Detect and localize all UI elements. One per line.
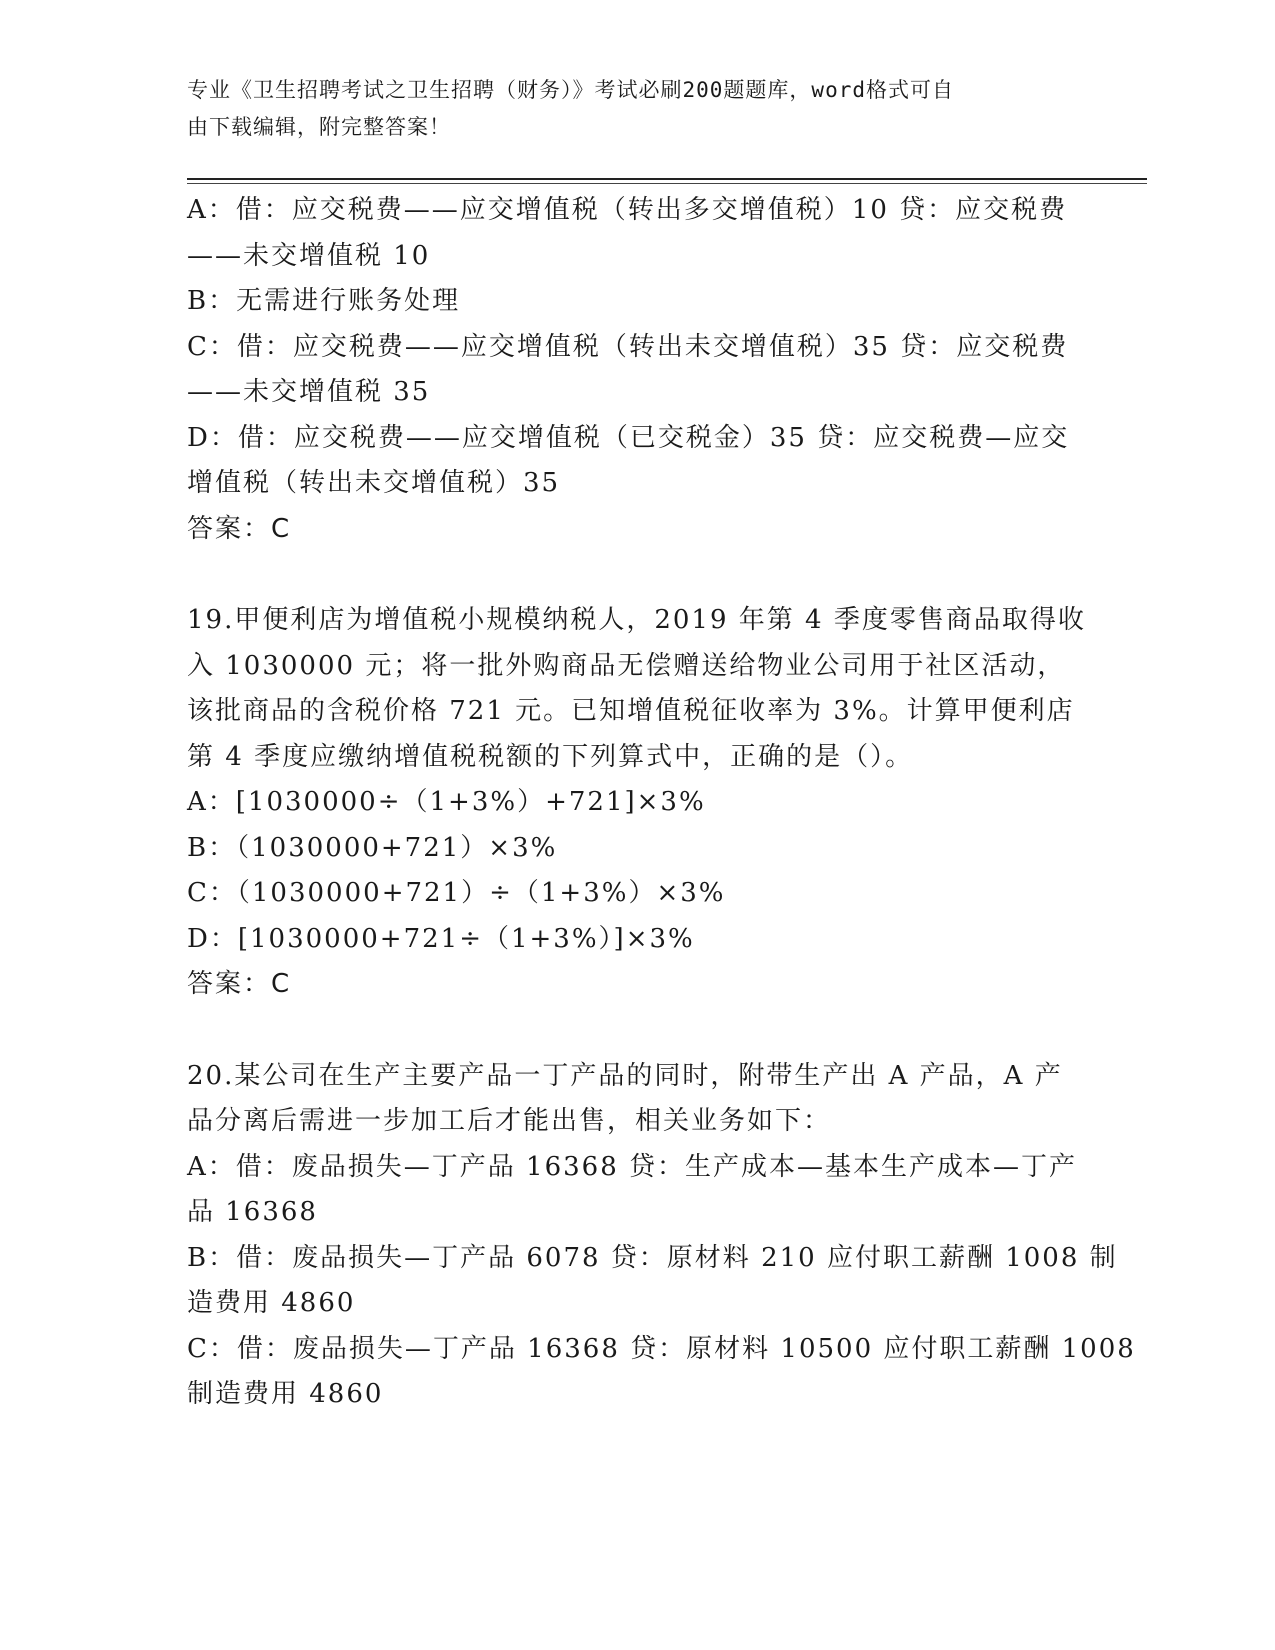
q20-stem-line-2: 品分离后需进一步加工后才能出售，相关业务如下：	[187, 1106, 832, 1136]
q19-answer: 答案：C	[187, 969, 292, 999]
q19-stem-line-4: 第 4 季度应缴纳增值税税额的下列算式中，正确的是（）。	[187, 741, 914, 772]
q19-stem-line-3: 该批商品的含税价格 721 元。已知增值税征收率为 3%。计算甲便利店	[187, 696, 1075, 726]
header-divider-thick	[187, 178, 1147, 180]
q20-option-b-line-2: 造费用 4860	[187, 1288, 356, 1318]
q18-option-d-line-1: D：借：应交税费——应交增值税（已交税金）35 贷：应交税费—应交	[187, 422, 1070, 453]
q18-option-c-line-2: ——未交增值税 35	[187, 377, 431, 407]
q18-answer: 答案：C	[187, 513, 292, 544]
q19-option-c: C：（1030000+721）÷（1+3%）×3%	[187, 878, 726, 908]
document-body	[187, 188, 1136, 1418]
q18-option-d-line-2: 增值税（转出未交增值税）35	[187, 468, 561, 498]
q19-stem-line-1: 19.甲便利店为增值税小规模纳税人，2019 年第 4 季度零售商品取得收	[187, 605, 1086, 635]
q18-option-b: B：无需进行账务处理	[187, 286, 461, 316]
q20-option-c-line-1: C：借：废品损失—丁产品 16368 贷：原材料 10500 应付职工薪酬 1008	[187, 1333, 1136, 1364]
question-19	[187, 598, 1087, 1008]
q18-option-a-line-2: ——未交增值税 10	[187, 240, 431, 271]
q20-option-a-line-1: A：借：废品损失—丁产品 16368 贷：生产成本—基本生产成本—丁产	[187, 1151, 1078, 1182]
header-divider-thin	[187, 183, 1147, 184]
q19-stem-line-2: 入 1030000 元；将一批外购商品无偿赠送给物业公司用于社区活动，	[187, 650, 1066, 681]
q20-stem-line-1: 20.某公司在生产主要产品一丁产品的同时，附带生产出 A 产品，A 产	[187, 1060, 1063, 1091]
spacer	[187, 552, 1087, 598]
q20-option-b-line-1: B：借：废品损失—丁产品 6078 贷：原材料 210 应付职工薪酬 1008 制	[187, 1242, 1118, 1273]
header-line-1: 专业《卫生招聘考试之卫生招聘（财务）》考试必刷200题题库，word格式可自	[187, 78, 954, 102]
q20-option-a-line-2: 品 16368	[187, 1197, 318, 1227]
q19-option-b: B：（1030000+721）×3%	[187, 832, 558, 863]
q19-option-d: D：[1030000+721÷（1+3%）]×3%	[187, 923, 695, 954]
document-header	[187, 72, 1067, 146]
question-20	[187, 1054, 1136, 1418]
header-line-2: 由下载编辑，附完整答案！	[187, 115, 451, 139]
q18-option-c-line-1: C：借：应交税费——应交增值税（转出未交增值税）35 贷：应交税费	[187, 331, 1069, 362]
q19-option-a: A：[1030000÷（1+3%）+721]×3%	[187, 787, 706, 817]
q18-option-a-line-1: A：借：应交税费——应交增值税（转出多交增值税）10 贷：应交税费	[187, 195, 1068, 225]
q20-option-c-line-2: 制造费用 4860	[187, 1379, 384, 1409]
question-18-options	[187, 188, 1087, 552]
spacer	[187, 1008, 1087, 1054]
